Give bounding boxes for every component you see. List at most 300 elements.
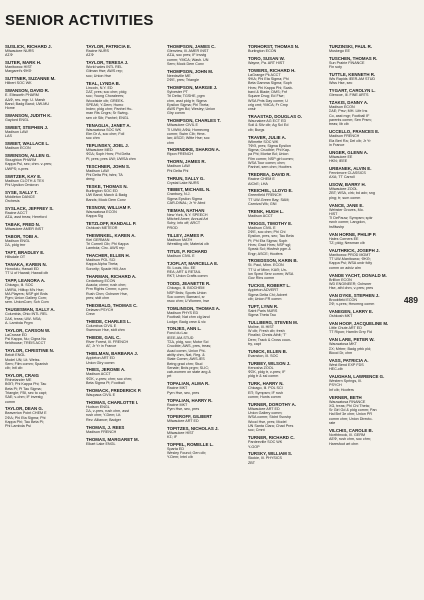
senior-details: Cranbury, N.J. Sigma Epsilon Sigma CAR-DINAL; Jr Yr Abrd [167,192,206,205]
senior-name: TURNER, DOROTHY A. [248,401,297,407]
senior-name: TABAK, FRED N. [5,222,41,228]
senior-name: THOMAS, J. REES [86,424,125,430]
senior-details: Waunakee AG ECT ED Soil & Silv clb; Ag Sci Ed clb; Burgs [248,119,289,132]
senior-name: TABOR, TOBI A. [5,233,39,239]
senior-entry [248,381,325,399]
senior-entry [167,44,244,66]
senior-name: THOMPSON, MARGIE J. [167,84,218,90]
senior-entry [248,304,325,318]
senior-entry [329,100,406,126]
senior-name: TREDREA, DAVID R. [248,172,291,178]
senior-details: Muskego EE [329,49,350,53]
column-2 [86,44,163,594]
senior-details: Milwaukee MED ΦΣΔ; Soph Hnrs; Phi Delta Pi, pres; pres UW; UWSA chm [86,148,136,161]
senior-name: USOW, BARRY H. [329,182,366,188]
senior-details: LaCrosse ED Psi Kappa, Nu; Cigna Nu fieldhouse; TREIS ACCT [5,332,46,346]
senior-details: Moline, Ill. HIST W clb; Fresh clb; fresh Finalist; Chrsts Athlt; 'T' Dem; Track & Cross coun- try, capt [248,324,292,347]
senior-entry [5,44,82,58]
senior-details: Sparta ED Wesley Found; Gen clb; Y-Dem; Intnl clb [167,446,207,460]
senior-name: VAN HOOF, JACQUELINE M. [329,321,389,327]
senior-details: LaGrange Pk ACCT ΦΚΑ; Phi Eta Sigma; Phi Beta Gamma Sigma; Soph Hnrs; Phi Kappa Phi; Scab- bard & Blade; DMS; Fnf Square Drug; Ed Flwr; WSA Pnts Day comm; U crlg cmt; YMCA; Fr Cmp cnslr [248,72,293,112]
senior-entry [5,278,82,304]
senior-entry [248,402,325,433]
senior-entry [5,113,82,122]
senior-name: UNGER, GLENN A. [329,149,369,155]
senior-details: St. Paul, Minn. ECON TT U of Minn; ΚΑΘ; Un- ion Speci Serv comm; WSA Gov Rlns comm [248,263,294,281]
senior-details: Rhinelander ME ΒΘΠ; Phi Kappa Phi; Tau Beta Pi; Pi Tau Sigma; Triangle; FBI, sec to capt; SAE; v-chm; IF investg comm [5,378,47,404]
senior-entry [5,348,82,370]
senior-name: TEPLINSKY, JOEL J. [86,143,129,149]
senior-entry [167,176,244,185]
senior-details: Columbia, Ohio INTL REL ΣΔΚ, treas; UW- NSA; A. Lambda Prgm [5,312,48,325]
senior-entry [167,233,244,247]
senior-entry [167,187,244,205]
senior-name: TURNER, RICHARD C. [248,435,295,441]
senior-details: Middleton DANCE Orchesis [5,194,35,203]
senior-name: TOPALIAN, HARRY R. [167,397,213,403]
senior-entry [329,395,406,426]
senior-details: Brillion ECON WD ENGINEER; Ochsner Hse, athl chm, v-pres; pres [329,277,374,291]
senior-entry [248,114,325,132]
senior-entry [5,88,82,110]
senior-details: Oshkosh METEOR [86,225,118,230]
senior-details: Evanston, Ill. SOC [248,353,279,358]
senior-details: Madison LAW LAS [5,129,28,139]
senior-entry [167,414,244,423]
senior-name: TONJES, ANN L. [167,326,202,332]
senior-name: THORNDIKE, SHARON A. [167,147,221,153]
senior-entry [86,221,163,230]
page-title: SENIOR ACTIVITIES [5,12,154,29]
senior-name: TITUS, P. RICHARD [167,248,208,254]
senior-details: Milwaukee ART ED Union Gallery comm; WSA comm; Stdnt Svcshp Wood Hse, pres; Model UN Santa Clara; Chad Pres soc; Cmnt [248,406,294,433]
senior-details: Kenosha ZOOL ΦΣΚ, pldg tr, v-pres; IF pldg tr & ssl comm [248,365,286,379]
senior-name: THOMAS, CHARLOTTE I. [86,399,139,405]
senior-name: THIELMAN, BARBARA J. [86,351,139,357]
senior-details: Fond du Lac IEEE-AM-STUD TΣΔ, pldg, soc; Motor Sci Crucible; AWS, pres, treas; Acad comm, Union Phi- abilty chm, Nat, Reg. & State Comm; AWS-IES Being grad chm; Stud Senate; Brds prgm; SLIC; cab-women on state ang & prt [167,331,212,379]
senior-entry [86,303,163,317]
senior-name: VAN LARE, PETER W. [329,337,375,343]
senior-entry [329,321,406,335]
senior-name: TUTTLE, KENNETH R. [329,72,376,78]
senior-name: TAFT, BRADLEY E. [5,250,45,256]
senior-entry [86,164,163,182]
senior-name: SUTTNER, SUZANNE M. [5,76,56,82]
senior-details: Racine MKT Pyrn Hse, sec, pres [167,402,200,411]
senior-details: Milwaukee ART ED [167,418,199,423]
senior-entry [248,44,325,53]
senior-name: TAUGESMAN, SALLY A. [5,307,55,313]
senior-entry [86,335,163,349]
senior-name: TOPALIAN, ALMA R. [167,381,210,387]
senior-name: THOMPSON, CHARLES T. [167,118,221,124]
senior-name: THIEDE, CHARLES L. [86,318,131,324]
senior-details: River Forest, Ill. FRENCH AΓ, Jr Yr in France [86,340,129,349]
senior-entry [248,349,325,358]
senior-details: Milwaukee ZOOL ΖΒΤ; WSA, clrk; bd adv; sng plng; tr; sum comm [329,187,375,200]
senior-details: Chicago, Ill. SOC UWRA, Hilltop M's Hse; MA Players; NSP girl Brds Pgm; Union Gallery Com; sem. UnionCom; Sch Com [5,283,49,305]
senior-name: SUSLICK, RICHARD J. [5,44,52,49]
senior-name: SWANSON, DAVID R. [5,88,50,94]
senior-entry [86,143,163,161]
senior-name: THEOBALD, THOMAS C. [86,302,138,308]
senior-entry [167,398,244,412]
senior-entry [248,221,325,256]
senior-details: Madison FRENCH Ela Beri Ra; Del clb; Jr Yr in France [329,134,371,147]
senior-details: Madison CIVIL E [167,253,195,258]
senior-name: TJOFLAT, MARCELLA E. [167,260,219,266]
senior-entry [329,203,406,229]
senior-name: TUNICK, ELLEN B. [248,348,288,354]
senior-details: Madison ECON ΣΑΕ; Prsv; MH. Life Ins Co, asst mgr; Football IF parents comm; Sen Prsm; treas; lib clb [329,105,372,127]
senior-details: Madison POL SCI Kappa Alpha Theta; Sorority; Spade Hill; Asn [86,258,126,271]
senior-name: THEWINKEL, KAREN A. [86,232,136,238]
senior-entry [248,451,325,465]
senior-name: TAYLOR, PATRICIA E. [86,44,132,49]
senior-name: TESKE, THOMAS N. [86,184,128,190]
senior-name: TAYLOR, CARSON W. [5,327,51,333]
senior-entry [248,283,325,301]
senior-entry [329,273,406,291]
senior-name: VAN HORNE, PHILIP P. [329,231,377,237]
senior-details: Glenview, Ill. AMER INST AΣΔ, soc pres; IF invstg comm; YMCA; Wash. UN Sem; Mock Dem Conv [167,49,209,66]
senior-name: TYGART, CAROLYN L. [329,88,376,94]
senior-entry [167,69,244,83]
senior-details: Stoughton PHARM Kappa Psi, sec; chm. v-pres; UWPS; v-pres [5,158,52,171]
senior-name: VAN DYKE, STEPHEN J. [329,293,380,299]
senior-entry [5,234,82,248]
senior-entry [329,337,406,355]
senior-name: TOPEROFF, GILBERT [167,413,213,419]
senior-name: TOPITZES, NICHOLAS J. [167,425,219,431]
senior-name: SWANSON, JUDITH K. [5,113,52,119]
senior-name: TANAKA, KAREN N. [5,262,47,268]
senior-details: Chicago, Ill. POL SCI ΕΠ; Sympsm; IF rush comm; Hunts comm [248,386,284,399]
senior-name: TAYLOR, CRAIG [5,373,39,379]
senior-details: Madison MATH Wrestling clb; Material clb [167,237,209,246]
senior-name: TESNOW, WILLIAM F. [86,204,131,210]
senior-entry [167,147,244,156]
senior-entry [167,118,244,144]
senior-entry [86,123,163,141]
senior-details: Delavan PSYCH Crew [86,307,114,316]
senior-name: TUCKIS, ROBERT L. [248,283,291,289]
senior-entry [86,425,163,434]
senior-name: TRAASTAD, DOUGLAS O. [248,114,303,120]
senior-entry [5,250,82,259]
senior-entry [5,76,82,85]
senior-entry [329,309,406,318]
senior-details: Milwaukee CIVIL E TI UWM; AΦΔ; Homecmg comm; Swim Clb; Hme- lan; ASCE; Witte Hse; soc chm [167,123,210,145]
senior-name: THOMACK, FREDERICK P. [86,387,142,393]
senior-details: Madison CLOTH & TEX Phi Upsilon Omicron [5,178,45,187]
senior-entry [167,85,244,116]
senior-name: TODD, JEANETTE R. [167,281,211,287]
senior-details: Little Chute ART ED TT Ripon; Hamlin Grry Fld [329,326,372,335]
senior-entry [5,262,82,276]
senior-name: TENAGLIA, JANET A. [86,122,131,128]
senior-entry [5,307,82,325]
senior-entry [5,141,82,150]
senior-name: TORHORST, THOMAS N. [248,44,300,49]
senior-entry [5,222,82,231]
senior-name: TUFT, LYNN R. [248,303,279,309]
senior-entry [329,56,406,70]
senior-entry [5,206,82,220]
senior-entry [248,172,325,186]
senior-details: Milwaukee HIST KΣ; IF [167,430,194,439]
senior-entry [167,442,244,460]
senior-entry [86,437,163,446]
senior-name: TOWERS, RICHARD H. [248,67,296,73]
senior-name: TILLEY, JAMES P. [167,232,205,238]
senior-name: THOMAS, MARGARET M. [86,436,139,442]
senior-entry [5,328,82,346]
senior-name: SYSE, SALLY T. [5,189,38,195]
senior-name: TURBEY, WILSON J. [248,360,291,366]
senior-details: Pardeeville SOC WK Y-GOP [248,440,283,449]
senior-details: Wilmette SOC WK TΦΘ, pres; Sigma Epsilon Sigma; Crucible; Phi Kap- pa Phi; Mortar Bd; Union Film comm; NSP girl comm; WSA Tour comm; chm; Panhel, sem chm; Hoofers [248,139,294,170]
senior-details: Madison FRENCH [86,429,117,434]
senior-details: Racine MKT Pyrn Hse, sec, pres [167,386,200,395]
senior-details: Madison LAW Phi Delta Phi [167,164,190,173]
senior-details: Beloit ENGL Model UN; Lit. Weiss. Sem; Film comm; Spanish clb; Intl clb [5,353,49,371]
senior-name: VASS, PATRICIA A. [329,357,369,363]
senior-details: Waupaca CIVIL E [86,392,116,397]
senior-name: SWITZER, KAY E. [5,173,42,179]
senior-details: Crystal Lake NURS [167,180,199,185]
senior-entry [329,374,406,392]
senior-details: Sylvester PT Tri Delta; TGSHE, pgm chm, asst pldg tr; Sigma Epsilon Sigma; Phi Theta; AWS Pgm Bd; Wesley; Union Glry comm [167,89,216,116]
page-number: 489 [403,295,418,305]
senior-name: VANDE YACHT, DONALD M. [329,272,387,278]
senior-name: TIEMAN, NATHAN [167,207,205,213]
senior-entry [86,44,163,58]
senior-entry [167,381,244,395]
senior-name: TRAVER, JULIE A. [248,134,287,140]
senior-details: Lincoln, N.Y. ED ΣΔΤ, pres; soc chm; pldg soc; Young Choraleers; Woodside clb; GREEK- SPEAK; Y-Dem; Humo Index; pldg chm; Panhel Hu- man Rts Cngrs; Sr Swing- sen cir Sib; Panhel; ENGL [86,85,133,120]
senior-entry [329,293,406,307]
senior-name: SWEET, STEPHEN J. [5,124,49,130]
senior-entry [248,56,325,65]
senior-details: Columbus CIVIL E Swenson Hse, stdt chm [86,323,125,333]
senior-entry [86,233,163,251]
senior-entry [329,88,406,97]
senior-name: TAYLOR, DEAN G. [5,406,44,412]
senior-details: Madison ACCT ΦΣΚ, v-pres; chm; soc chm; Beta Sigma Pi; Football [86,372,132,386]
senior-entry [86,367,163,385]
senior-name: TOMLINSON, THOMAS A. [167,306,221,311]
senior-entry [248,68,325,112]
senior-name: TUSCHEN, THOMAS R. [329,55,378,61]
senior-details: West Bend EXP FDS HEC-clb [329,362,364,372]
senior-entry [5,125,82,139]
senior-details: Hillsdale OT [5,255,26,260]
senior-details: Wis Rapids IEER-AM STUD Wiss Hse, sec [329,77,376,86]
senior-entry [86,400,163,422]
senior-details: Kiel GERMAN Tri Cornell Clb; Phi Kappa Lambda; Circ. AWS rep [86,237,129,251]
senior-entry [248,135,325,170]
senior-details: Sun Prairie FINANCE Fin soty [329,60,365,70]
senior-name: TROEDSSON, KARIN B. [248,258,298,264]
senior-entry [248,258,325,280]
senior-name: THIEDE, GAIL C. [86,335,121,341]
senior-entry [329,44,406,53]
senior-entry [167,208,244,230]
senior-details: Racine CHEM E AIChE; LHA [248,177,275,186]
senior-name: TIBBET, MICHAEL N. [167,187,211,193]
senior-name: TAYLOR, CHRISTINE N. [5,348,55,354]
senior-details: Racine ACCT AΣΔ, asst treas; Hereford [5,210,47,220]
senior-details: Burlington SOC ED UW Band; March & Badg Bands; Mock Dem Conv [86,189,128,202]
senior-entry [86,60,163,78]
senior-entry [86,253,163,271]
senior-name: TEAL, LYNDA B. [86,80,121,86]
senior-details: Madison ENGL ΣΔ, pldg trnr [5,238,31,248]
column-4 [248,44,325,594]
senior-details: Hales Corners EE TZ; pldg; Newman clb [329,236,365,245]
senior-name: TURK, HARRY N. [248,381,284,387]
senior-details: Elkart Lake ENGL [86,441,116,446]
senior-entry [167,326,244,378]
senior-entry [5,60,82,74]
senior-details: Wauwatosa SOC WK Elm Dr A, soc chm; Foll soc chm [86,127,125,141]
senior-name: TOPPEL, ROMELLE L. [167,441,214,447]
senior-details: Madison PHYS ED Football; Nat chm clg land Lodge; Badg crew & vic [167,311,210,324]
senior-details: Madison ACCT [248,213,273,218]
senior-name: VAUTHRICK, JOSEPH J. [329,247,380,253]
senior-entry [329,182,406,200]
senior-entry [248,435,325,449]
senior-details: Brookfield ECON ΣΦ; v-pres; Hmcmng comm [329,298,375,307]
senior-entry [86,388,163,397]
senior-name: TURSKY, WILLIAM S. [248,451,293,457]
senior-entry [5,153,82,171]
senior-details: Manitowoc PROD MGMT TT UW-Manitowoc; ΦΚΘ; Kappa Psi; WSA undr fclty comm on adviz alm [329,252,373,270]
senior-name: TESCHNER, JOHN S. [86,163,131,169]
senior-entry [5,174,82,188]
senior-name: TAPP, LEANORA A. [5,278,46,284]
senior-entry [329,428,406,446]
senior-details: Northbrook, Ill. GERM ΑΕΦ, rush chm, soc chm; Haresfoot art chm [329,432,371,446]
senior-entry [248,188,325,206]
senior-name: THORN, JAMES R. [167,159,206,165]
senior-details: Wauwatosa MKT ΣΧ; Mrtmr; Badg yrbk pld; Blood Dr, chm [329,342,372,355]
senior-name: TAYLOR, TERESA J. [86,60,129,66]
activity-columns [5,44,407,594]
senior-details: Appleton ART ED Union Glry comm [86,356,115,365]
senior-details: Madison ECON [5,146,31,151]
senior-details: Wauwatosa ECON Kappa Sig [86,209,117,218]
senior-details: Webster Groves, Mo. HIST TI DePauw; Sympsm; spkr rsrch comm; Langdon, hsfllwshp [329,207,373,229]
senior-details: Milwaukee EE ΗΚΝ; IEEE [329,154,353,164]
senior-name: SWENSON, ALLEN G. [5,153,51,159]
senior-details: Milwaukee AMER INST [5,227,44,232]
senior-name: TRENK, HUGH L. [248,208,284,214]
senior-name: THOMPSON, JOHN M. [167,68,214,74]
senior-entry [5,190,82,204]
senior-entry [329,358,406,372]
senior-details: Hilbert SOC WK [5,81,32,86]
senior-name: TORO, SUSAN W. [248,55,285,61]
senior-details: Appleton ADVERT Sigma Delta Chi; Advert clb; Union FR comm [248,288,288,301]
senior-details: Needsville ME ΣΦΕ, pres; Triangle [167,73,200,83]
senior-details: New York, N.Y. SPEECH Mitchell Amer; Annual Art Schy; info off; ARCT PROD [167,212,208,230]
senior-name: TULLBERG, STEVEN M. [248,319,299,325]
senior-entry [167,281,244,303]
senior-name: SUTER, MARK H. [5,60,42,66]
senior-entry [86,319,163,333]
senior-name: UCCELLO, FRANCES E. [329,129,380,135]
senior-details: Cedarburg ECON Acacia; chmn; rush chm; Prm Rights Cmmn; v-prm Rush Chm; Ochsner Hse, pres; stdt chm [86,278,129,300]
senior-details: Fennimore CLASSICS AXA; TT Carroll [329,170,366,180]
senior-details: Western Springs, Ill. PSYCH Inf clb; Hoofers [329,379,362,392]
senior-entry [329,72,406,86]
senior-entry [167,426,244,440]
senior-details: Glencoe, Ill. FINE ARTS [329,93,369,98]
senior-name: VAUGHAN, LAWRENCE G. [329,374,385,380]
senior-details: Racine NURS AΣΦ [86,49,109,58]
senior-name: TREICHEL, LLOYD E. [248,188,293,194]
senior-details: Wayne, Pa. ART HIST [248,60,285,65]
senior-entry [86,81,163,120]
senior-name: THARMAN, RICHARD A. [86,273,137,279]
senior-details: E. Ellsworth PHARM AΔΦ, res. mgr. U. Marsh Band; Badg Band; UW-MU Home [5,93,49,111]
senior-details: Skokie, Ill. PHYSICS ΖΒΤ [248,456,283,465]
senior-details: Honolulu, Hawaii ED TT U of Hawaii; Hawaii clb [5,267,49,276]
senior-name: TURZINSKI, PAUL R. [329,44,373,49]
senior-entry [329,129,406,147]
senior-details: Greenfield FRENCH TT UW-Green Bay; SAM; Carnival Wk; GNI [248,193,290,206]
senior-entry [5,373,82,404]
senior-entry [86,205,163,219]
senior-entry [5,406,82,428]
senior-name: TZAKIS, DANNY A. [329,100,369,106]
senior-entry [329,150,406,164]
senior-name: SYSLACK, JEFFREY S. [5,205,54,211]
senior-name: THOMPSON, JAMES C. [167,44,216,49]
senior-entry [167,249,244,258]
senior-name: VILCHIS, CAROLE B. [329,427,373,433]
senior-name: TRIGGS, TIMOTHY E. [248,220,293,226]
senior-details: Madison LAW Phi Delta Phi, tstrs; TA drmg [86,168,123,182]
senior-details: Beaverton Point CHEM E ΣΦΔ; Phi Eta Sigma; Phi Kappa Phi; Tau Beta Pi; Phi Lambda Psi [5,411,47,429]
senior-name: VANEGEN, LARRY E. [329,309,374,315]
senior-name: TETZLOFF, RANDALL P. [86,220,137,226]
senior-details: Manitowoc HIST Margaret's ΦΚΦ [5,65,33,74]
senior-entry [86,274,163,300]
senior-details: Oshkosh MKT [329,314,353,319]
senior-entry [167,261,244,279]
senior-name: VERNER, BETH [329,394,362,400]
senior-entry [329,232,406,246]
senior-details: Madison CIVIL E ΣΦΕ, soc chm; Phi Chi Epsilon, pres, sec; Tau Beta Pi; Phi Eta Sigma; Soph Hnrs; Grad Hnrs; NSP sgl; Speak Sci; Hksfrsh pgm & Engr; ASCE; Hoofers [248,225,294,256]
senior-entry [248,209,325,218]
senior-name: THRUN, SALLY G. [167,175,205,181]
senior-details: Hudson ENGL ΣΔ, v-pres, rush chm, asst rush chm; Y-Dem; Lit. Rev. Alliance; Badger [86,404,130,422]
column-1 [5,44,82,594]
senior-name: URBANEK, ALVIN E. [329,165,372,171]
column-3 [167,44,244,594]
senior-details: World wdes INTL REL Gilman Hse; AWS rep; soc; Union Hse [86,65,123,78]
senior-entry [248,320,325,346]
senior-details: Milwaukee NURS AΣΦ [5,49,34,58]
senior-name: SWEET, WALLACE L. [5,141,50,147]
senior-entry [329,166,406,180]
senior-entry [329,248,406,270]
senior-entry [248,361,325,379]
senior-details: Saint Paris NURS Sigma Theta Tau [248,308,278,317]
